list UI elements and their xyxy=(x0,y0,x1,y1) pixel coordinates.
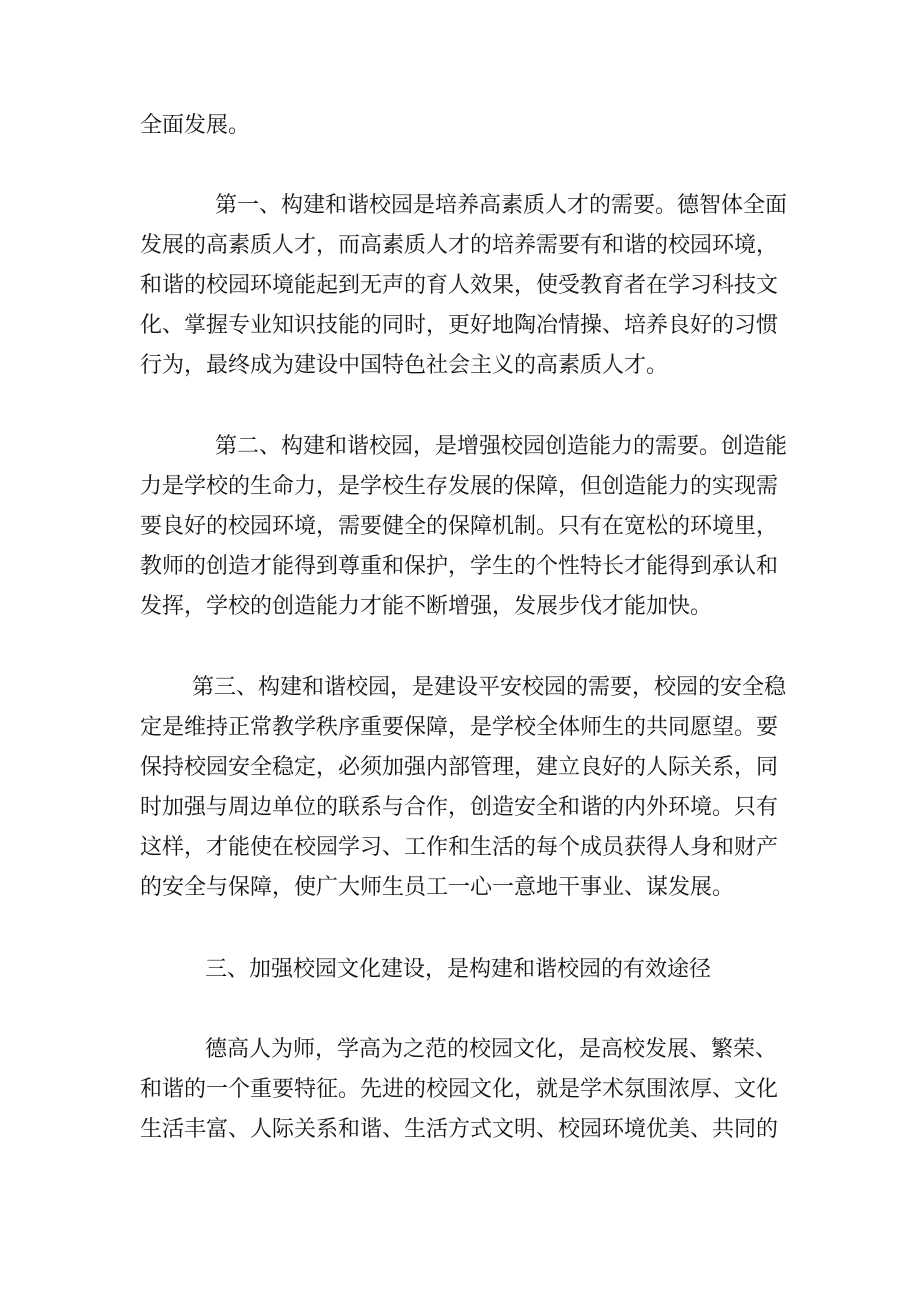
text-line: 教师的创造才能得到尊重和保护，学生的个性特长才能得到承认和 xyxy=(140,554,779,579)
text-line: 全面发展。 xyxy=(140,113,251,138)
text-line: 生活丰富、人际关系和谐、生活方式文明、校园环境优美、共同的 xyxy=(140,1117,779,1142)
text-line: 发展的高素质人才，而高素质人才的培养需要有和谐的校园环境， xyxy=(140,233,779,258)
text-line: 的安全与保障，使广大师生员工一心一意地干事业、谋发展。 xyxy=(140,875,735,900)
text-line: 这样，才能使在校园学习、工作和生活的每个成员获得人身和财产 xyxy=(140,835,779,860)
text-line: 发挥，学校的创造能力才能不断增强，发展步伐才能加快。 xyxy=(140,594,713,619)
text-line: 时加强与周边单位的联系与合作，创造安全和谐的内外环境。只有 xyxy=(140,795,779,820)
text-line: 要良好的校园环境，需要健全的保障机制。只有在宽松的环境里， xyxy=(140,514,779,539)
text-line: 力是学校的生命力，是学校生存发展的保障，但创造能力的实现需 xyxy=(140,474,779,499)
text-line: 行为，最终成为建设中国特色社会主义的高素质人才。 xyxy=(140,353,669,378)
text-line: 第一、构建和谐校园是培养高素质人才的需要。德智体全面 xyxy=(215,193,788,218)
text-line: 第二、构建和谐校园，是增强校园创造能力的需要。创造能 xyxy=(215,434,788,459)
text-line: 第三、构建和谐校园，是建设平安校园的需要，校园的安全稳 xyxy=(192,675,787,700)
section-heading: 三、加强校园文化建设，是构建和谐校园的有效途径 xyxy=(205,957,712,982)
text-line: 定是维持正常教学秩序重要保障，是学校全体师生的共同愿望。要 xyxy=(140,715,779,740)
text-line: 和谐的校园环境能起到无声的育人效果，使受教育者在学习科技文 xyxy=(140,273,779,298)
text-line: 德高人为师，学高为之范的校园文化，是高校发展、繁荣、 xyxy=(205,1037,778,1062)
text-line: 保持校园安全稳定，必须加强内部管理，建立良好的人际关系，同 xyxy=(140,755,779,780)
text-line: 和谐的一个重要特征。先进的校园文化，就是学术氛围浓厚、文化 xyxy=(140,1077,779,1102)
text-line: 化、掌握专业知识技能的同时，更好地陶冶情操、培养良好的习惯 xyxy=(140,313,779,338)
